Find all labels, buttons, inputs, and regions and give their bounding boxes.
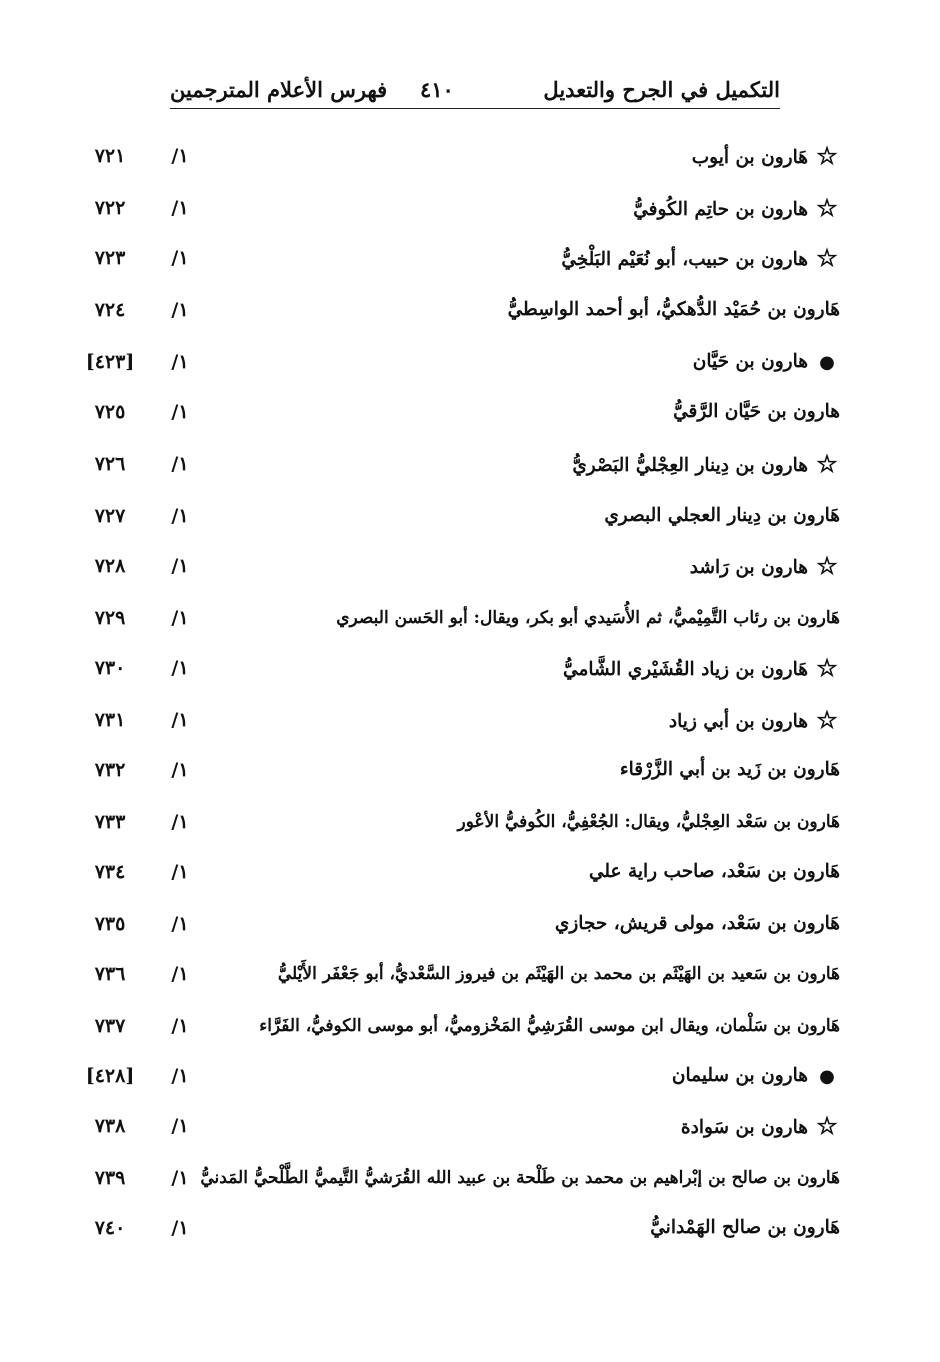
- entry-number: ٧٢٦: [94, 453, 126, 475]
- index-entry: [0, 852, 940, 892]
- entry-name: هَارون بن سَعْد، صاحب راية علي: [588, 861, 840, 882]
- entry-volume: ١/: [171, 1065, 189, 1087]
- entry-volume: ١/: [171, 1115, 189, 1137]
- entry-name-cell: [240, 188, 840, 230]
- entry-name-cell: [240, 136, 840, 178]
- entry-volume: ١/: [171, 1167, 189, 1189]
- index-entry: [0, 1158, 940, 1198]
- bullet-dot-icon: ●: [819, 352, 835, 373]
- entry-volume: ١/: [171, 145, 189, 167]
- entry-name: هارون بن حَيَّان الرَّقيُّ: [673, 401, 840, 422]
- entry-name-cell: [240, 700, 840, 742]
- entry-number: ٧٢٨: [94, 555, 126, 577]
- entry-number: [٤٢٨]: [85, 1065, 135, 1087]
- entry-name: هَارون بن سَعْد العِجْليُّ، ويقال: الجُعْفِيُّ، الكُوفيُّ الأعْور: [457, 812, 840, 832]
- index-entry: [0, 188, 940, 228]
- index-entry: [0, 1056, 940, 1096]
- entry-name-cell: [240, 546, 840, 588]
- entry-number: ٧٢٧: [94, 505, 126, 527]
- entry-number: ٧٤٠: [94, 1217, 126, 1239]
- entry-volume: ١/: [171, 247, 189, 269]
- entry-name-cell: [240, 290, 840, 330]
- index-entry: [0, 1106, 940, 1146]
- entry-name: هَارون بن رئاب التَّمِيْميُّ، ثم الأُسَيدي أبو بكر، ويقال: أبو الحَسن البصري: [336, 608, 840, 628]
- entry-name-cell: [240, 648, 840, 690]
- entry-number: ٧٢٤: [94, 299, 126, 321]
- entry-number: ٧٣٢: [94, 759, 126, 781]
- entry-number: ٧٣١: [94, 709, 126, 731]
- entry-number: ٧٣٠: [94, 657, 126, 679]
- entry-name-cell: [240, 1208, 840, 1248]
- entry-name: هارون بن أبي زياد: [668, 711, 808, 732]
- entry-name: هَارون بن صالح الهَمْدانيُّ: [650, 1217, 840, 1238]
- entry-number: ٧٣٩: [94, 1167, 126, 1189]
- entry-volume: ١/: [171, 913, 189, 935]
- index-entry: [0, 238, 940, 278]
- entry-number: ٧٣٨: [94, 1115, 126, 1137]
- entry-number: ٧٣٤: [94, 861, 126, 883]
- entry-name: هارون بن حَيَّان: [692, 351, 808, 372]
- entry-name: هَارون بن دِينار العجلي البصري: [604, 505, 840, 526]
- entry-volume: ١/: [171, 963, 189, 985]
- index-entry: [0, 136, 940, 176]
- star-icon: ☆: [816, 449, 838, 478]
- entry-name-cell: [240, 1106, 840, 1148]
- star-icon: ☆: [816, 1111, 838, 1140]
- entry-name: هارون بن دِينار العِجْليُّ البَصْريُّ: [572, 455, 808, 476]
- entry-volume: ١/: [171, 401, 189, 423]
- entry-name: هارون بن حاتِم الكُوفيُّ: [633, 199, 808, 220]
- index-entry: [0, 290, 940, 330]
- index-entry: [0, 802, 940, 842]
- star-icon: ☆: [816, 193, 838, 222]
- entry-name: هارون بن سليمان: [671, 1065, 808, 1086]
- entry-volume: ١/: [171, 197, 189, 219]
- bullet-dot-icon: ●: [819, 1066, 835, 1087]
- entry-name-cell: [240, 1056, 840, 1097]
- entry-name: هَارون بن حُمَيْد الدُّهكيُّ، أبو أحمد الواسِطيُّ: [507, 299, 840, 320]
- entry-number: [٤٢٣]: [85, 351, 135, 373]
- entry-name: هَارون بن صالح بن إبْراهيم بن محمد بن طَلْحة بن عبيد الله القُرَشيُّ التَّيميُّ الطَّلْحيُّ المَدنيُّ: [200, 1168, 840, 1188]
- entry-number: ٧٢١: [94, 145, 126, 167]
- entry-volume: ١/: [171, 709, 189, 731]
- entry-name-cell: [240, 444, 840, 486]
- index-entry: [0, 700, 940, 740]
- entry-volume: ١/: [171, 1217, 189, 1239]
- entry-number: ٧٣٧: [94, 1015, 126, 1037]
- page-header: [170, 72, 780, 109]
- entry-number: ٧٢٥: [94, 401, 126, 423]
- index-entry: [0, 598, 940, 638]
- entry-volume: ١/: [171, 759, 189, 781]
- star-icon: ☆: [816, 653, 838, 682]
- entry-number: ٧٣٦: [94, 963, 126, 985]
- index-entry: [0, 1208, 940, 1248]
- entry-name-cell: [200, 1158, 840, 1198]
- entry-volume: ١/: [171, 861, 189, 883]
- entry-volume: ١/: [171, 453, 189, 475]
- entry-name: هَارون بن سَلْمان، ويقال ابن موسى القُرَشِيُّ المَخْزوميُّ، أبو موسى الكوفيُّ، الفَرَّاء: [259, 1016, 840, 1036]
- entry-volume: ١/: [171, 505, 189, 527]
- entry-name: هارون بن سَوادة: [680, 1117, 808, 1138]
- entry-name: هَارون بن زياد القُشَيْري الشَّاميُّ: [563, 659, 808, 680]
- index-entry: [0, 904, 940, 944]
- entry-name-cell: [240, 954, 840, 994]
- entry-name: هَارون بن سَعيد بن الهَيْثَم بن محمد بن الهَيْثَم بن فيروز السَّعْديُّ، أبو جَعْفَر الأَيْليُّ: [277, 964, 840, 984]
- entry-volume: ١/: [171, 1015, 189, 1037]
- index-entry: [0, 342, 940, 382]
- entry-name-cell: [240, 342, 840, 383]
- entry-name: هَارون بن سَعْد، مولى قريش، حجازي: [554, 913, 840, 934]
- entry-name-cell: [240, 598, 840, 638]
- entry-name-cell: [240, 802, 840, 842]
- entry-volume: ١/: [171, 607, 189, 629]
- entry-name-cell: [240, 238, 840, 280]
- entry-name: هَارون بن زَيد بن أبي الزَّرْقاء: [619, 759, 840, 780]
- entry-number: ٧٣٣: [94, 811, 126, 833]
- section-title: فهرس الأعلام المترجمين: [170, 77, 388, 102]
- entry-name: هارون بن رَاشد: [689, 557, 808, 578]
- entry-volume: ١/: [171, 811, 189, 833]
- entry-volume: ١/: [171, 657, 189, 679]
- entry-name-cell: [240, 904, 840, 944]
- star-icon: ☆: [816, 243, 838, 272]
- star-icon: ☆: [816, 141, 838, 170]
- index-entry: [0, 648, 940, 688]
- index-entry: [0, 750, 940, 790]
- entry-number: ٧٢٣: [94, 247, 126, 269]
- index-entry: [0, 496, 940, 536]
- book-title: التكميل في الجرح والتعديل: [543, 77, 780, 102]
- entry-name-cell: [240, 852, 840, 892]
- entry-number: ٧٣٥: [94, 913, 126, 935]
- star-icon: ☆: [816, 705, 838, 734]
- entry-volume: ١/: [171, 299, 189, 321]
- index-entry: [0, 546, 940, 586]
- index-entry: [0, 444, 940, 484]
- index-entry: [0, 954, 940, 994]
- entry-name-cell: [240, 392, 840, 432]
- entry-volume: ١/: [171, 555, 189, 577]
- index-entry: [0, 392, 940, 432]
- entry-name-cell: [240, 496, 840, 536]
- entry-name: هَارون بن أيوب: [691, 147, 808, 168]
- index-entry: [0, 1006, 940, 1046]
- entry-number: ٧٢٢: [94, 197, 126, 219]
- entry-volume: ١/: [171, 351, 189, 373]
- entry-name: هارون بن حبيب، أبو نُعَيْم البَلْخِيُّ: [561, 249, 808, 270]
- star-icon: ☆: [816, 551, 838, 580]
- entry-name-cell: [240, 750, 840, 790]
- entry-name-cell: [240, 1006, 840, 1046]
- page-number: ٤١٠: [420, 77, 454, 102]
- entry-number: ٧٢٩: [94, 607, 126, 629]
